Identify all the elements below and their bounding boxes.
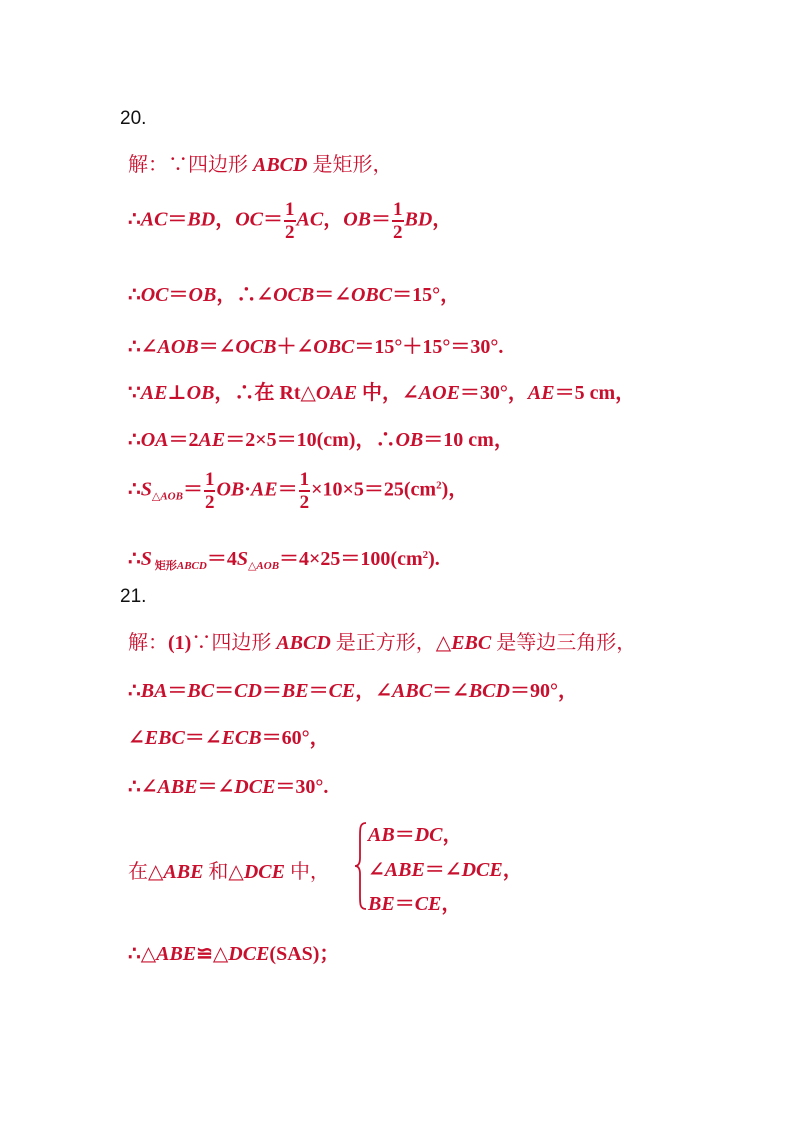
p20-line-6: ∴OA＝2AE＝2×5＝10(cm)，∴OB＝10 cm， [128,429,514,451]
p21-line-2: ∴BA＝BC＝CD＝BE＝CE，∠ABC＝∠BCD＝90°， [128,680,578,702]
p20-line-7: $\therefore S_{\triangle AOB}=$ $\frac{1}{2}$ OB·AE＝ $\frac{1}{2}$ $\times 10\times 5=25(cm^2)$， [128,469,469,513]
p20-line-8: ∴S $_{矩形ABCD}=4S_{\triangle AOB}=4\times 25=100(cm^2)$. [128,548,440,572]
problem-20-number: 20. [120,108,147,129]
p21-line-1: 解：(1)∵四边形 ABCD 是正方形，△EBC 是等边三角形， [128,632,637,654]
p21-line-4: ∴∠ABE＝∠DCE＝30°. [128,776,329,798]
system-row-2: ∠ABE＝∠DCE， [368,859,523,881]
p20-line-4: ∴∠AOB＝∠OCB＋∠OBC＝15°＋15°＝30°. [128,336,504,358]
p20-line-2: ∴AC＝BD，OC＝ $\frac{1}{2}$ AC，OB＝ $\frac{1}{2}$ BD， [128,199,453,243]
fraction-half: $\frac{1}{2}$ [285,199,295,243]
fraction-half: $\frac{1}{2}$ [393,199,403,243]
system-row-3: BE＝CE， [368,893,462,915]
system-row-1: AB＝DC， [368,824,463,846]
p20-line-3: ∴OC＝OB，∴∠OCB＝∠OBC＝15°， [128,284,461,306]
problem-21-number: 21. [120,586,147,607]
fraction-half: $\frac{1}{2}$ [204,469,215,513]
p21-line-3: ∠EBC＝∠ECB＝60°， [128,727,330,749]
left-brace [354,822,368,910]
p20-line-5: ∵AE⊥OB，∴在 Rt△OAE 中，∠AOE＝30°，AE＝5 cm， [128,382,636,404]
p21-line-6: ∴△ABE≌△DCE(SAS)； [128,943,340,965]
p21-line-5: 在△ABE 和△DCE 中， [128,861,330,883]
fraction-half: $\frac{1}{2}$ [299,469,310,513]
p20-line-1: 解：∵四边形 ABCD 是矩形， [128,154,393,176]
